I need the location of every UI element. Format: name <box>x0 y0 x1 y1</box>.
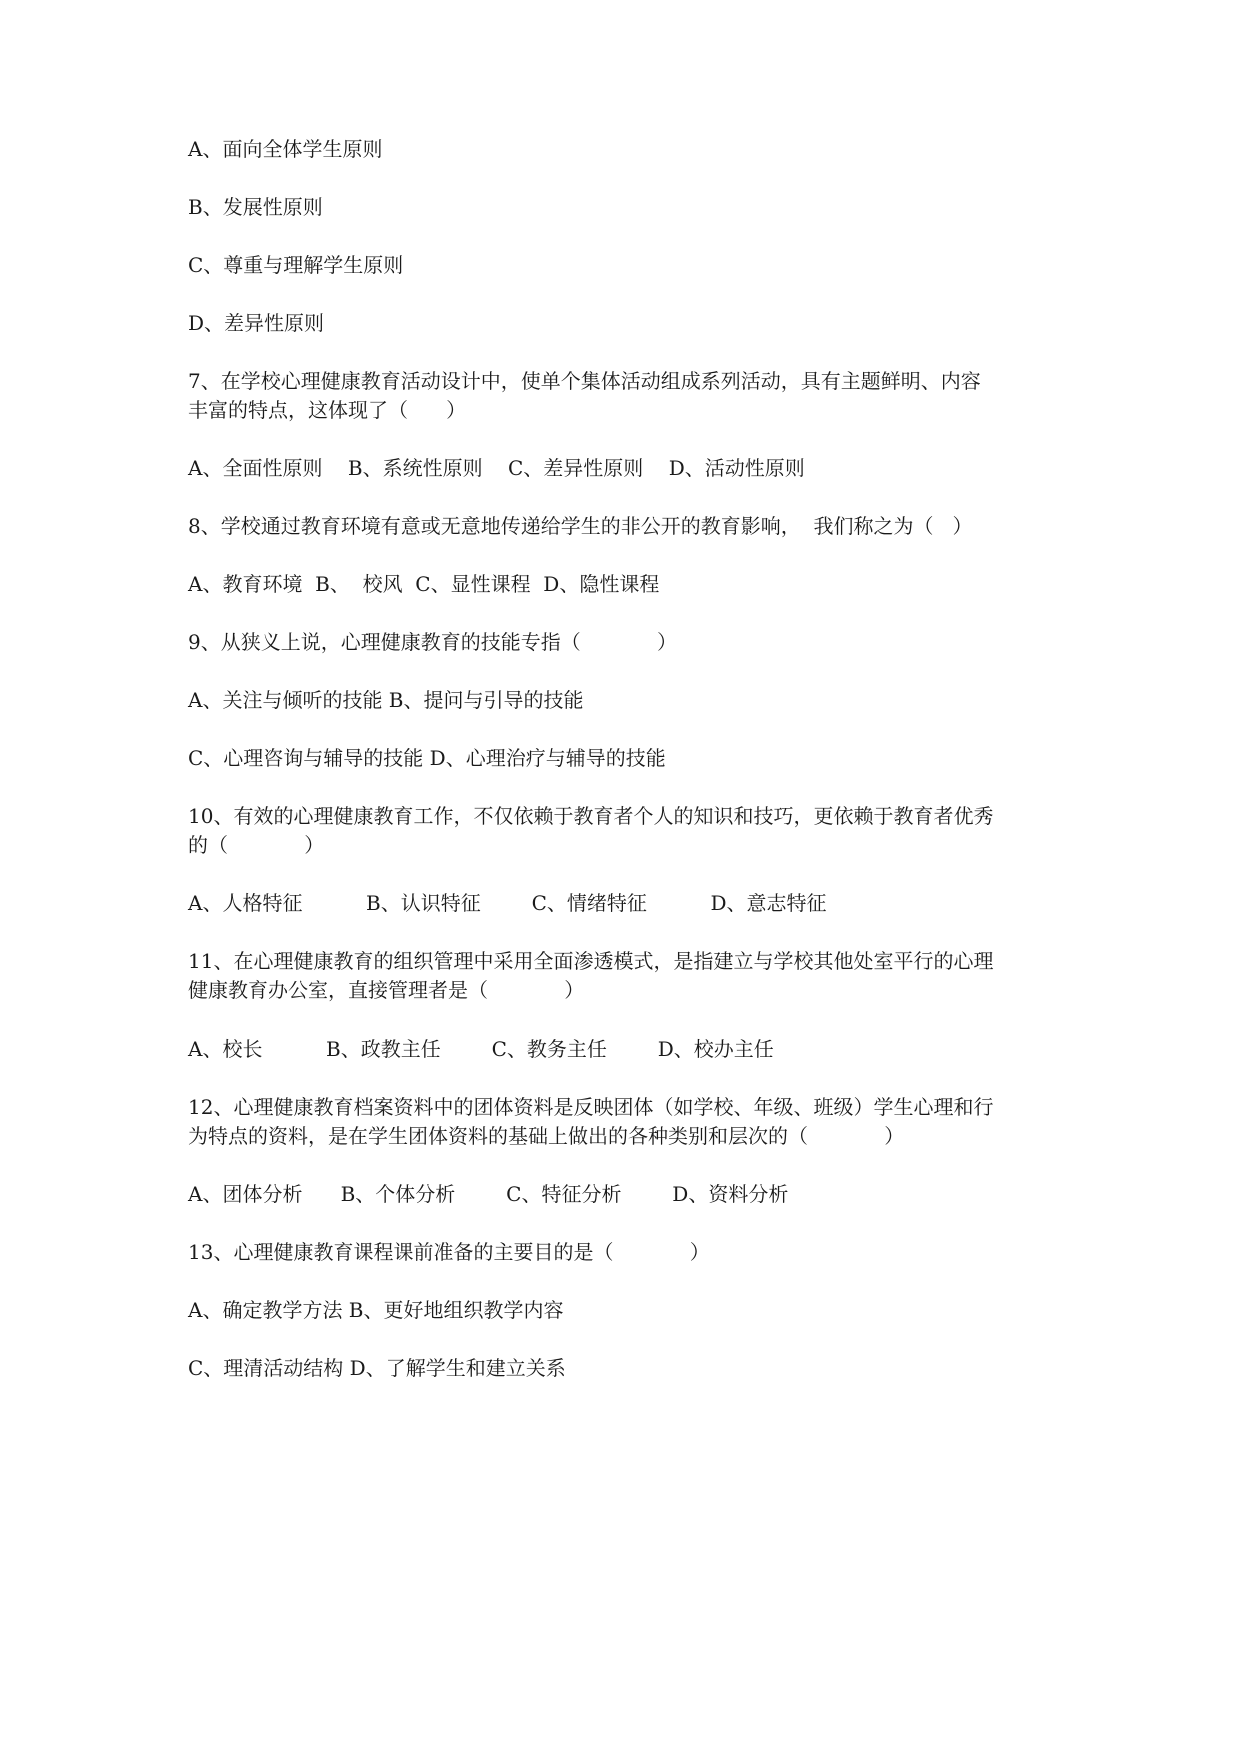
question-7-line-1: 7、在学校心理健康教育活动设计中，使单个集体活动组成系列活动，具有主题鲜明、内容 <box>188 369 981 393</box>
question-13-options-ab: A、确定教学方法 B、更好地组织教学内容 <box>188 1298 564 1322</box>
option-6d: D、差异性原则 <box>188 311 325 335</box>
question-13-options-cd: C、理清活动结构 D、了解学生和建立关系 <box>188 1356 566 1380</box>
question-10-line-2: 的（ ） <box>188 833 325 857</box>
question-9-options-cd: C、心理咨询与辅导的技能 D、心理治疗与辅导的技能 <box>188 746 666 770</box>
question-10-line-1: 10、有效的心理健康教育工作，不仅依赖于教育者个人的知识和技巧，更依赖于教育者优秀 <box>188 804 994 828</box>
question-11-options: A、校长 B、政教主任 C、教务主任 D、校办主任 <box>188 1037 774 1061</box>
question-12-options: A、团体分析 B、个体分析 C、特征分析 D、资料分析 <box>188 1182 789 1206</box>
question-13: 13、心理健康教育课程课前准备的主要目的是（ ） <box>188 1240 710 1264</box>
option-6c: C、尊重与理解学生原则 <box>188 253 404 277</box>
question-12-line-1: 12、心理健康教育档案资料中的团体资料是反映团体（如学校、年级、班级）学生心理和行 <box>188 1095 994 1119</box>
option-6b: B、发展性原则 <box>188 195 323 219</box>
question-11-line-2: 健康教育办公室，直接管理者是（ ） <box>188 978 585 1002</box>
question-11-line-1: 11、在心理健康教育的组织管理中采用全面渗透模式，是指建立与学校其他处室平行的心理 <box>188 949 994 973</box>
option-6a: A、面向全体学生原则 <box>188 137 383 161</box>
question-8-options: A、教育环境 B、 校风 C、显性课程 D、隐性课程 <box>188 572 660 596</box>
question-10-options: A、人格特征 B、认识特征 C、情绪特征 D、意志特征 <box>188 891 827 915</box>
question-9: 9、从狭义上说，心理健康教育的技能专指（ ） <box>188 630 678 654</box>
question-7-line-2: 丰富的特点，这体现了（ ） <box>188 398 467 422</box>
question-12-line-2: 为特点的资料，是在学生团体资料的基础上做出的各种类别和层次的（ ） <box>188 1124 905 1148</box>
question-8: 8、学校通过教育环境有意或无意地传递给学生的非公开的教育影响， 我们称之为（ ） <box>188 514 973 538</box>
question-9-options-ab: A、关注与倾听的技能 B、提问与引导的技能 <box>188 688 584 712</box>
question-7-options: A、全面性原则 B、系统性原则 C、差异性原则 D、活动性原则 <box>188 456 805 480</box>
